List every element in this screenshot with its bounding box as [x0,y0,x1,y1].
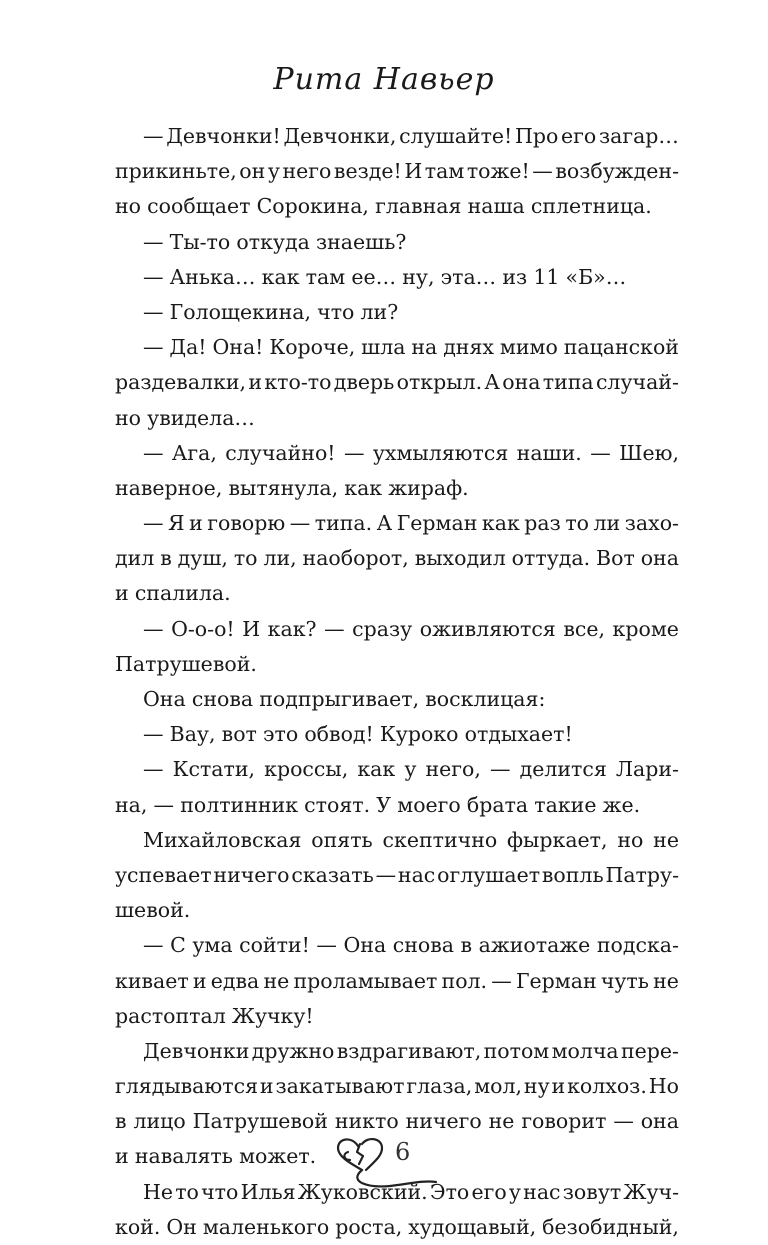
word: скептично [382,827,498,852]
word: никто [334,1109,399,1134]
word: ну, [402,264,435,289]
word: ли [593,511,621,536]
word: спалила. [134,581,231,606]
word: — [143,757,164,782]
text-line [115,295,679,330]
word: и [115,581,129,606]
word: случай- [595,370,679,395]
word: в [115,1109,127,1134]
word: Михайловская [143,827,302,852]
word: и [248,370,263,395]
word: вот [221,722,257,747]
word: брата [466,792,529,817]
word: говорю [207,511,286,536]
word: роста, [335,1214,403,1239]
word: моего [397,792,461,817]
word: — [143,124,164,148]
word: — [143,299,164,324]
text-line [115,1034,679,1069]
word: Голощекина, [169,299,311,324]
word: — [143,722,164,747]
word: ну [523,1074,550,1099]
word: не [263,968,290,993]
word: возбужден- [555,159,679,184]
word: глаза, [406,1074,473,1099]
text-line [115,682,679,717]
word: кивает [115,968,189,993]
word: у [508,1179,521,1204]
word: но [115,405,142,430]
running-header-author: Рита Навьер [273,62,495,97]
word: И [242,616,261,641]
word: сразу [352,616,413,641]
word: вздрагивают, [336,1038,482,1063]
word: него [282,159,332,184]
word: то [233,546,258,571]
text-line [115,964,679,999]
word: то [565,511,590,536]
word: Шею, [619,440,679,465]
word: подска- [596,933,679,958]
word: но [617,827,644,852]
word: она [640,1109,679,1134]
word: — [375,862,397,887]
word: же. [602,792,641,817]
word: наоборот, [302,546,409,571]
word: на [411,335,438,360]
word: Илья [240,1179,296,1204]
word: — [343,440,365,465]
word: Жуковский. [297,1179,428,1204]
word: фыркает, [507,827,608,852]
word: А [376,511,393,536]
word: как? [267,616,317,641]
word: что [317,299,355,324]
word: шла [361,335,406,360]
text-line [115,788,679,823]
word: «Б»… [565,264,627,289]
word: О-о-о! [171,616,235,641]
word: типа. [314,511,373,536]
word: раз [524,511,561,536]
text-line [115,647,679,682]
word: Девчонки, [283,124,397,148]
word: наша [467,194,525,219]
word: лицо [133,1109,186,1134]
word: С [170,933,186,958]
word: эта… [440,264,497,289]
text-line [115,823,679,858]
word: там [424,159,465,184]
text-line [115,436,679,471]
word: — [590,440,611,465]
text-line [115,717,679,752]
word: безобидный, [542,1214,679,1239]
word: худощавый, [408,1214,537,1239]
word: захо- [624,511,679,536]
word: Герман [515,968,597,993]
word: но [115,194,142,219]
word: и [259,1074,274,1099]
word: откуда [236,229,310,254]
word: А [484,370,500,395]
word: Сорокина, [256,194,369,219]
word: восклицая: [425,687,546,711]
word: ли? [360,299,399,324]
word: Она [143,687,186,711]
body-text [115,119,679,1245]
word: Ты-то [169,229,231,254]
word: дружно [251,1038,335,1063]
word: маленького [202,1214,330,1239]
text-line [115,401,679,436]
word: Патрушевой. [115,651,257,676]
word: — [532,159,553,184]
text-line [115,541,679,576]
word: Девчонки! [166,124,281,148]
word: проламывает [293,968,438,993]
word: на, [115,792,148,817]
word: ухмыляются [372,440,509,465]
word: слушайте! [399,124,513,148]
text-line [115,752,679,787]
word: Вау, [169,722,216,747]
page-number: 6 [395,1138,411,1166]
word: его [561,124,597,148]
word: потом [483,1038,550,1063]
word: шевой. [115,898,191,923]
word: Она! [212,335,264,360]
word: кто-то [264,370,332,395]
word: может. [239,1144,317,1169]
word: вытянула, [228,475,339,500]
word: оживляются [419,616,556,641]
text-line [115,471,679,506]
word: Куроко [379,722,459,747]
word: как [344,475,383,500]
word: отдыхает! [464,722,573,747]
word: делится [519,757,607,782]
word: — [613,1109,634,1134]
word: закатывают [275,1074,405,1099]
word: сообщает [147,194,251,219]
text-line [115,260,679,295]
word: стоят. [304,792,371,817]
text-line [115,612,679,647]
word: в [460,933,473,958]
text-line [115,893,679,928]
word: кроссы, [264,757,349,782]
text-line [115,576,679,611]
word: душ, [177,546,228,571]
word: Анька… [169,264,256,289]
word: это [263,722,299,747]
broken-heart-icon [328,1130,440,1200]
word: Он [166,1214,197,1239]
word: ее… [351,264,397,289]
word: Патрушевой [192,1109,328,1134]
word: глядываются [115,1074,258,1099]
word: Лари- [615,757,679,782]
word: он [239,159,266,184]
word: снова [392,933,454,958]
word: зовут [562,1179,622,1204]
word: кроме [612,616,679,641]
word: ничего [405,1109,482,1134]
word: — [143,440,164,465]
text-line [115,365,679,400]
word: — [143,335,164,360]
word: Да! [169,335,207,360]
word: Девчонки [143,1038,250,1063]
text-line [115,506,679,541]
word: ничего [213,862,290,887]
word: типа [542,370,594,395]
word: прикиньте, [115,159,237,184]
word: и [115,1144,129,1169]
word: загар… [598,124,679,148]
word: у [267,159,280,184]
word: не [653,968,679,993]
word: сплетница. [530,194,652,219]
word: наши. [516,440,582,465]
word: пол. [441,968,488,993]
word: Про [515,124,559,148]
word: Не [143,1179,174,1204]
word: опять [311,827,373,852]
word: увидела… [147,405,255,430]
text-line [115,189,679,224]
word: мол, [474,1074,523,1099]
text-line [115,858,679,893]
text-line [115,119,679,154]
word: — [143,511,164,536]
word: такие [534,792,597,817]
text-line [115,330,679,365]
word: что [201,1179,239,1204]
word: днях [443,335,494,360]
word: раздевалки, [115,370,247,395]
word: знаешь? [315,229,407,254]
word: у [404,757,417,782]
word: ажиотаже [478,933,591,958]
word: кой. [115,1214,161,1239]
word: Патру- [605,862,679,887]
word: из [502,264,528,289]
word: снова [191,687,254,711]
word: — [490,757,511,782]
text-line [115,154,679,189]
word: пере- [620,1038,679,1063]
word: как [357,757,396,782]
word: она [502,370,541,395]
word: Вот [596,546,635,571]
word: дил [115,546,155,571]
word: — [143,229,164,254]
word: Ага, [171,440,217,465]
word: пацанской [563,335,679,360]
word: случайно! [225,440,336,465]
word: — [316,933,337,958]
word: Короче, [269,335,356,360]
word: Но [648,1074,679,1099]
word: чуть [600,968,649,993]
word: как [481,511,520,536]
word: и [192,968,207,993]
word: выходил [414,546,506,571]
word: вопль [541,862,604,887]
word: Я [168,511,185,536]
word: везде! [333,159,402,184]
word: Жучку! [231,1003,314,1028]
word: в [160,546,172,571]
word: и [551,1074,566,1099]
text-line [115,999,679,1034]
word: как [261,264,300,289]
word: нас [523,1179,561,1204]
word: молча [551,1038,619,1063]
word: главная [375,194,462,219]
word: полтинник [180,792,299,817]
word: все, [563,616,605,641]
word: Герман [396,511,478,536]
word: него, [425,757,481,782]
word: жираф. [388,475,469,500]
word: — [143,264,164,289]
word: навалять [134,1144,233,1169]
word: — [143,616,164,641]
word: там [305,264,346,289]
word: Это [429,1179,470,1204]
word: — [324,616,345,641]
word: 11 [533,264,560,289]
word: то [175,1179,199,1204]
word: говорит [521,1109,607,1134]
word: нас [397,862,436,887]
word: и [189,511,203,536]
word: сойти! [239,933,310,958]
word: — [491,968,512,993]
word: ума [192,933,233,958]
word: Она [343,933,387,958]
word: не [488,1109,515,1134]
word: колхоз. [567,1074,647,1099]
word: оттуда. [511,546,591,571]
text-line [115,928,679,963]
word: растоптал [115,1003,226,1028]
word: И [404,159,423,184]
word: оглушает [437,862,541,887]
word: успевает [115,862,212,887]
word: У [376,792,392,817]
word: Кстати, [172,757,256,782]
word: его [471,1179,507,1204]
word: — [143,933,164,958]
word: не [653,827,679,852]
word: она [640,546,679,571]
page-footer [328,1130,440,1200]
word: ли, [263,546,297,571]
word: — [289,511,311,536]
word: наверное, [115,475,223,500]
word: мимо [499,335,558,360]
text-line [115,1069,679,1104]
word: — [153,792,175,817]
text-line [115,225,679,260]
word: сказать [291,862,374,887]
word: открыл. [396,370,483,395]
word: обвод! [304,722,374,747]
word: Жуч- [623,1179,679,1204]
word: подпрыгивает, [259,687,420,711]
word: тоже! [466,159,530,184]
word: дверь [333,370,395,395]
word: едва [210,968,260,993]
